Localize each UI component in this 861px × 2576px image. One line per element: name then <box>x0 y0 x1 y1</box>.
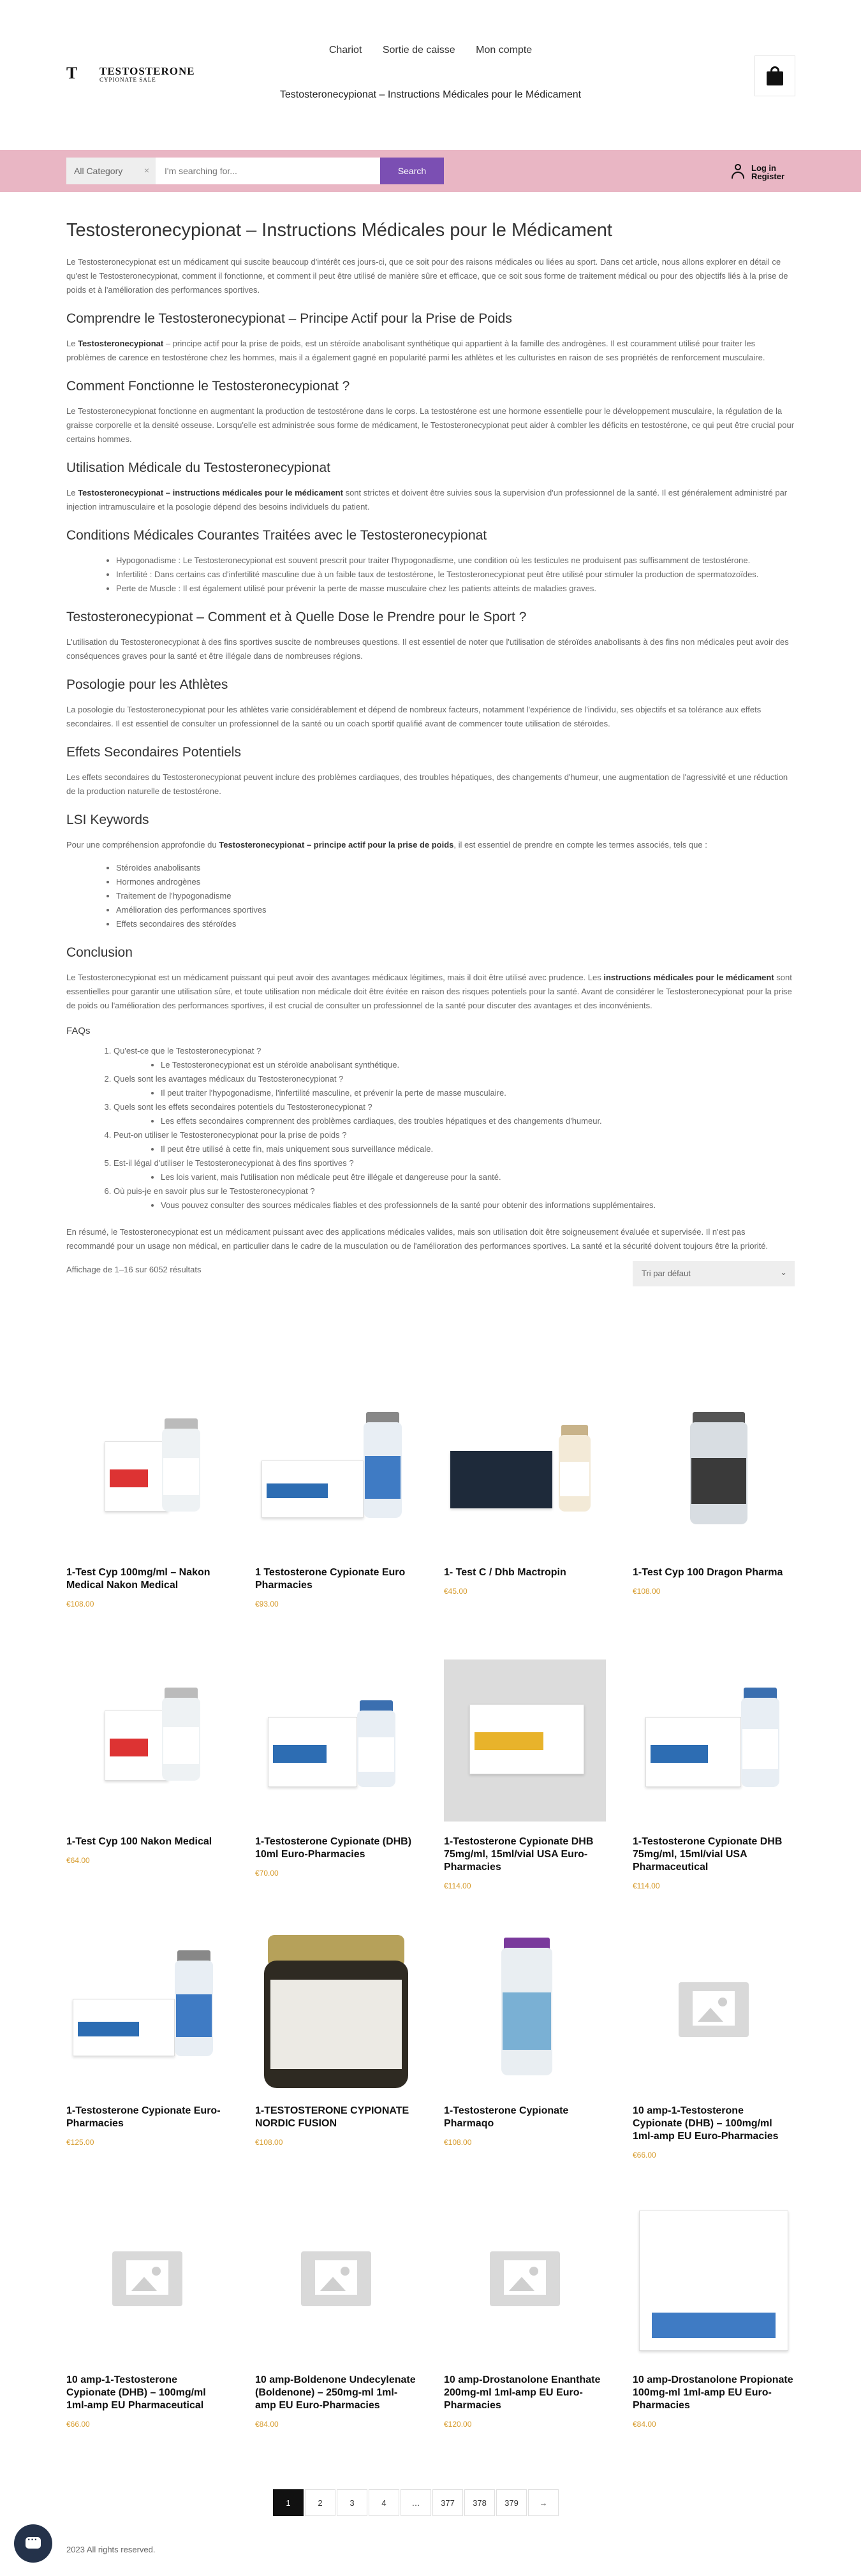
product-name[interactable]: 1-Testosterone Cypionate DHB 75mg/ml, 15ml/vial USA Pharmaceutical <box>633 1836 783 1873</box>
page-379[interactable]: 379 <box>496 2489 527 2516</box>
sort-select-value: Tri par défaut <box>642 1269 691 1278</box>
product-card[interactable] <box>66 1660 228 1865</box>
product-price: €108.00 <box>66 1600 94 1608</box>
section-text: Le Testosteronecypionat est un médicament puissant qui peut avoir des avantages médicaux légitimes, mais il doit être utilisé avec prudence. Les instructions médicales pour le médicament sont essentielles pour garantir une utilisation sûre, et toute utilisation non médicale doit être évitée en raison des risques potentiels pour la santé. Avant de considérer le Testosteronecypionat pour la prise de poids ou l'amélioration des performances sportives, il est crucial de consulter un professionnel de la santé pour discuter des avantages et des inconvénients. <box>66 973 792 1010</box>
product-name[interactable]: 1-Test Cyp 100 Dragon Pharma <box>633 1567 783 1578</box>
product-image[interactable] <box>633 1390 795 1552</box>
product-image[interactable] <box>444 2198 606 2360</box>
product-name[interactable]: 10 amp-1-Testosterone Cypionate (DHB) – 100mg/ml 1ml-amp EU Euro-Pharmacies <box>633 2105 779 2142</box>
logo-text: TESTOSTERONE <box>99 65 195 77</box>
product-name[interactable]: 10 amp-Boldenone Undecylenate (Boldenone) – 250mg-ml 1ml-amp EU Euro-Pharmacies <box>255 2374 416 2411</box>
login-label: Log in <box>751 163 776 173</box>
product-name[interactable]: 1-Testosterone Cypionate Euro-Pharmacies <box>66 2105 221 2129</box>
product-card[interactable] <box>444 1929 606 2147</box>
faq-question: 1. Qu'est-ce que le Testosteronecypionat ? • Le Testosteronecypionat est un stéroïde anabolisant synthétique. <box>114 1044 795 1072</box>
login-register-link[interactable] <box>731 163 801 182</box>
faq-answer: • Il peut traiter l'hypogonadisme, l'infertilité masculine, et prévenir la perte de masse musculaire. <box>161 1086 795 1100</box>
nav-checkout-link[interactable]: Sortie de caisse <box>382 45 455 55</box>
product-card[interactable] <box>444 1390 606 1596</box>
product-image[interactable] <box>255 1390 417 1552</box>
product-name[interactable]: 1-Testosterone Cypionate (DHB) 10ml Euro-Pharmacies <box>255 1836 412 1860</box>
top-nav <box>0 45 861 56</box>
product-price: €108.00 <box>255 2138 283 2147</box>
nav-account-link[interactable]: Mon compte <box>476 45 533 55</box>
product-image[interactable] <box>444 1660 606 1822</box>
product-image[interactable] <box>66 1390 228 1552</box>
section-heading: Effets Secondaires Potentiels <box>66 745 241 760</box>
list-item: • Traitement de l'hypogonadisme <box>116 889 795 903</box>
shopping-bag-icon <box>767 66 783 85</box>
chat-button[interactable] <box>14 2524 52 2563</box>
user-icon <box>731 164 745 179</box>
header <box>0 0 861 150</box>
footer-copyright: 2023 All rights reserved. <box>66 2545 156 2554</box>
product-price: €66.00 <box>633 2151 656 2160</box>
summary-text: En résumé, le Testosteronecypionat est un médicament puissant avec des applications médicales valides, mais son utilisation doit être soigneusement évaluée et supervisée. Il n'est pas recommandé pour un usage non médical, en particulier dans le cadre de la musculation ou de l'amélioration des performances sportives. La santé et la sécurité doivent toujours être la priorité. <box>66 1227 769 1251</box>
search-button[interactable]: Search <box>380 158 444 184</box>
product-price: €66.00 <box>66 2420 90 2429</box>
product-name[interactable]: 10 amp-Drostanolone Enanthate 200mg-ml 1ml-amp EU Euro-Pharmacies <box>444 2374 601 2411</box>
product-name[interactable]: 1-Testosterone Cypionate DHB 75mg/ml, 15ml/vial USA Euro-Pharmacies <box>444 1836 594 1873</box>
product-name[interactable]: 1- Test C / Dhb Mactropin <box>444 1567 566 1578</box>
product-card[interactable] <box>255 1660 417 1878</box>
search-input[interactable] <box>156 158 380 184</box>
section-heading: Testosteronecypionat – Comment et à Quelle Dose le Prendre pour le Sport ? <box>66 610 527 624</box>
product-name[interactable]: 10 amp-Drostanolone Propionate 100mg-ml 1ml-amp EU Euro-Pharmacies <box>633 2374 793 2411</box>
product-image[interactable] <box>633 1929 795 2091</box>
chat-bubble-icon <box>26 2537 41 2549</box>
list-item: • Infertilité : Dans certains cas d'infertilité masculine due à un faible taux de testostérone, le Testosteronecypionat peut être utilisé pour stimuler la production de spermatozoïdes. <box>116 568 795 582</box>
product-card[interactable] <box>66 2198 228 2429</box>
product-price: €84.00 <box>255 2420 279 2429</box>
product-price: €114.00 <box>633 1881 660 1890</box>
product-card[interactable] <box>633 1390 795 1596</box>
list-item: • Hormones androgènes <box>116 875 795 889</box>
page-ellipsis: … <box>401 2489 431 2516</box>
product-card[interactable] <box>66 1390 228 1608</box>
page-1[interactable]: 1 <box>273 2489 304 2516</box>
product-price: €45.00 <box>444 1587 467 1596</box>
faq-question: 5. Est-il légal d'utiliser le Testosteronecypionat à des fins sportives ? • Les lois varient, mais l'utilisation non médicale peut être illégale et dangereuse pour la santé. <box>114 1156 795 1184</box>
list-item: • Hypogonadisme : Le Testosteronecypionat est souvent prescrit pour traiter l'hypogonadisme, une condition où les testicules ne produisent pas suffisamment de testostérone. <box>116 554 795 568</box>
next-page-button[interactable]: → <box>528 2489 559 2516</box>
product-image[interactable] <box>633 1660 795 1822</box>
section-text: Pour une compréhension approfondie du Testosteronecypionat – principe actif pour la prise de poids, il est essentiel de prendre en compte les termes associés, tels que : <box>66 840 707 850</box>
article <box>66 220 795 1299</box>
product-price: €108.00 <box>444 2138 472 2147</box>
product-image[interactable] <box>444 1929 606 2091</box>
product-card[interactable] <box>633 1929 795 2160</box>
faq-question: 6. Où puis-je en savoir plus sur le Testosteronecypionat ? • Vous pouvez consulter des sources médicales fiables et des professionnels de la santé pour obtenir des informations supplémentaires. <box>114 1184 795 1212</box>
sort-select[interactable] <box>633 1261 795 1286</box>
cart-button[interactable] <box>754 55 795 96</box>
section-heading: Comment Fonctionne le Testosteronecypionat ? <box>66 379 350 394</box>
section-heading: Posologie pour les Athlètes <box>66 677 228 692</box>
product-name[interactable]: 10 amp-1-Testosterone Cypionate (DHB) – 100mg/ml 1ml-amp EU Pharmaceutical <box>66 2374 206 2411</box>
header-page-title[interactable]: Testosteronecypionat – Instructions Médicales pour le Médicament <box>279 89 582 100</box>
section-text: Les effets secondaires du Testosteronecypionat peuvent inclure des problèmes cardiaques, des troubles hépatiques, des changements d'humeur, une augmentation de l'agressivité et une réduction de la production naturelle de testostérone. <box>66 772 788 796</box>
product-price: €70.00 <box>255 1869 279 1878</box>
search-bar <box>0 150 861 192</box>
product-image[interactable] <box>255 2198 417 2360</box>
article-title: Testosteronecypionat – Instructions Médicales pour le Médicament <box>66 220 612 240</box>
product-card[interactable] <box>66 1929 228 2147</box>
product-name[interactable]: 1-Testosterone Cypionate Pharmaqo <box>444 2105 569 2129</box>
section-text: La posologie du Testosteronecypionat pour les athlètes varie considérablement et dépend de nombreux facteurs, notamment l'expérience de l'individu, ses objectifs et sa tolérance aux effets secondaires. Il est essentiel de consulter un professionnel de la santé ou un coach sportif qualifié avant de commencer toute utilisation de stéroïdes. <box>66 705 762 728</box>
product-image[interactable] <box>255 1929 417 2091</box>
list-item: • Amélioration des performances sportives <box>116 903 795 917</box>
category-select-value: All Category <box>74 166 123 176</box>
product-name[interactable]: 1-Test Cyp 100mg/ml – Nakon Medical Nakon Medical <box>66 1567 210 1591</box>
product-card[interactable] <box>255 1390 417 1608</box>
product-image[interactable] <box>444 1390 606 1552</box>
product-price: €120.00 <box>444 2420 472 2429</box>
faq-answer: • Les effets secondaires comprennent des problèmes cardiaques, des troubles hépatiques et des changements d'humeur. <box>161 1114 795 1128</box>
page-377[interactable]: 377 <box>432 2489 463 2516</box>
list-item: • Perte de Muscle : Il est également utilisé pour prévenir la perte de masse musculaire chez les patients atteints de maladies graves. <box>116 582 795 596</box>
faq-answer: • Les lois varient, mais l'utilisation non médicale peut être illégale et dangereuse pour la santé. <box>161 1170 795 1184</box>
conditions-list <box>116 554 795 596</box>
list-item: • Stéroïdes anabolisants <box>116 861 795 875</box>
product-price: €93.00 <box>255 1600 279 1608</box>
page-4[interactable]: 4 <box>369 2489 399 2516</box>
page-378[interactable]: 378 <box>464 2489 495 2516</box>
product-image[interactable] <box>66 1660 228 1822</box>
results-count: Affichage de 1–16 sur 6052 résultats <box>66 1265 202 1274</box>
product-image[interactable] <box>66 2198 228 2360</box>
section-heading: Comprendre le Testosteronecypionat – Principe Actif pour la Prise de Poids <box>66 311 512 326</box>
product-card[interactable] <box>444 1660 606 1890</box>
site-logo[interactable] <box>66 63 194 82</box>
chevron-down-icon: ⌄ <box>780 1267 787 1277</box>
list-item: • Effets secondaires des stéroïdes <box>116 917 795 931</box>
pagination <box>273 2489 560 2516</box>
product-price: €125.00 <box>66 2138 94 2147</box>
section-heading: LSI Keywords <box>66 813 149 827</box>
results-bar <box>66 1261 795 1299</box>
section-text: L'utilisation du Testosteronecypionat à des fins sportives suscite de nombreuses questions. Il est essentiel de noter que l'utilisation de stéroïdes anabolisants à des fins non médicales peut avoir des conséquences graves pour la santé et être illégale dans de nombreuses régions. <box>66 637 789 661</box>
page-2[interactable]: 2 <box>305 2489 335 2516</box>
logo-subtext: CYPIONATE SALE <box>99 77 156 83</box>
register-label: Register <box>751 172 785 181</box>
keywords-list <box>116 861 795 931</box>
faq-question: 2. Quels sont les avantages médicaux du Testosteronecypionat ? • Il peut traiter l'hypogonadisme, l'infertilité masculine, et prévenir la perte de masse musculaire. <box>114 1072 795 1100</box>
faq-answer: • Le Testosteronecypionat est un stéroïde anabolisant synthétique. <box>161 1058 795 1072</box>
product-card[interactable] <box>255 1929 417 2147</box>
product-name[interactable]: 1 Testosterone Cypionate Euro Pharmacies <box>255 1567 406 1591</box>
nav-cart-link[interactable]: Chariot <box>328 45 362 55</box>
section-heading: Conditions Médicales Courantes Traitées avec le Testosteronecypionat <box>66 528 487 543</box>
product-price: €64.00 <box>66 1856 90 1865</box>
product-name[interactable]: 1-TESTOSTERONE CYPIONATE NORDIC FUSION <box>255 2105 409 2129</box>
section-text: Le Testosteronecypionat – instructions médicales pour le médicament sont strictes et doivent être suivies sous la supervision d'un professionnel de la santé. Il est généralement administré par injection intramusculaire et la posologie dépend des besoins individuels du patient. <box>66 488 788 512</box>
section-heading: Conclusion <box>66 945 133 960</box>
category-select[interactable] <box>66 158 156 184</box>
product-image[interactable] <box>66 1929 228 2091</box>
section-heading: Utilisation Médicale du Testosteronecypionat <box>66 460 331 475</box>
faqs-heading: FAQs <box>66 1026 91 1036</box>
product-card[interactable] <box>255 2198 417 2429</box>
faq-answer: • Il peut être utilisé à cette fin, mais uniquement sous surveillance médicale. <box>161 1142 795 1156</box>
product-price: €114.00 <box>444 1881 471 1890</box>
article-intro: Le Testosteronecypionat est un médicament qui suscite beaucoup d'intérêt ces jours-ci, que ce soit pour des raisons médicales ou liées au sport. Dans cet article, nous allons explorer en détail ce qu'est le Testosteronecypionat, comment il fonctionne, et comment il peut être utilisé de manière sûre et efficace, que ce soit sous forme de traitement médical ou pour des objectifs liés à la prise de poids et à l'amélioration des performances sportives. <box>66 257 788 295</box>
faq-answer: • Vous pouvez consulter des sources médicales fiables et des professionnels de la santé pour obtenir des informations supplémentaires. <box>161 1198 795 1212</box>
faq-question: 3. Quels sont les effets secondaires potentiels du Testosteronecypionat ? • Les effets secondaires comprennent des problèmes cardiaques, des troubles hépatiques et des changements d'humeur. <box>114 1100 795 1128</box>
product-card[interactable] <box>444 2198 606 2429</box>
section-text: Le Testosteronecypionat – principe actif pour la prise de poids, est un stéroïde anabolisant synthétique qui appartient à la famille des androgènes. Il est couramment utilisé pour traiter les problèmes de carence en testostérone chez les hommes, mais il a également gagné en popularité parmi les athlètes et les culturistes en raison de ses propriétés de renforcement musculaire. <box>66 339 765 362</box>
product-card[interactable] <box>633 1660 795 1890</box>
clear-icon[interactable]: × <box>144 165 149 175</box>
faq-list <box>114 1044 795 1212</box>
product-image[interactable] <box>255 1660 417 1822</box>
faq-question: 4. Peut-on utiliser le Testosteronecypionat pour la prise de poids ? • Il peut être utilisé à cette fin, mais uniquement sous surveillance médicale. <box>114 1128 795 1156</box>
section-text: Le Testosteronecypionat fonctionne en augmentant la production de testostérone dans le corps. La testostérone est une hormone essentielle pour le développement musculaire, la régulation de la graisse corporelle et la densité osseuse. Lorsqu'elle est administrée sous forme de médicament, le Testosteronecypionat peut aider à combler les déficits en testostérone, ce qui peut être crucial pour certains hommes. <box>66 406 795 444</box>
product-price: €84.00 <box>633 2420 656 2429</box>
product-card[interactable] <box>633 2198 795 2429</box>
page-3[interactable]: 3 <box>337 2489 367 2516</box>
product-name[interactable]: 1-Test Cyp 100 Nakon Medical <box>66 1836 212 1847</box>
product-price: €108.00 <box>633 1587 661 1596</box>
product-image[interactable] <box>633 2198 795 2360</box>
logo-mark: T <box>66 64 78 82</box>
